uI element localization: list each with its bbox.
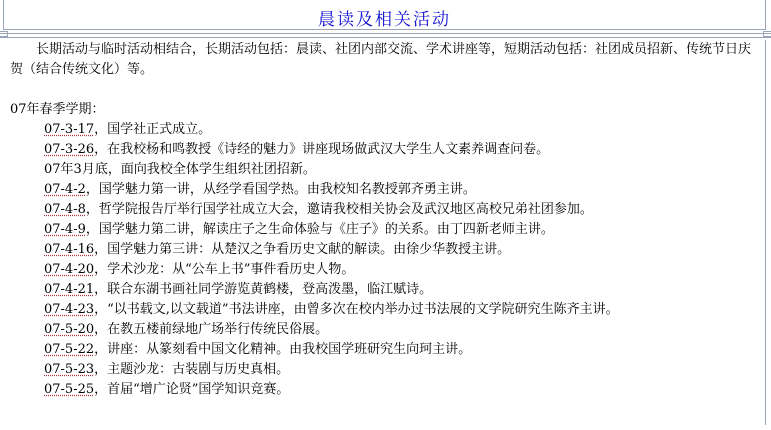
event-date: 07-5-22 (44, 342, 95, 357)
section-title-box (3, 0, 766, 30)
event-date: 07-3-17 (44, 122, 95, 137)
event-item (10, 220, 759, 240)
event-text: ，哲学院报告厅举行国学社成立大会，邀请我校相关协会及武汉地区高校兄弟社团参加。 (85, 202, 593, 217)
event-date: 07-3-26 (44, 142, 95, 157)
event-date: 07-5-25 (44, 382, 95, 397)
event-item (10, 120, 759, 140)
event-text: ，国学魅力第一讲，从经学看国学热。由我校知名教授郭齐勇主讲。 (85, 182, 476, 197)
event-item (10, 260, 759, 280)
event-date: 07-4-16 (44, 242, 95, 257)
event-item (10, 280, 759, 300)
section-title: 晨读及相关活动 (318, 10, 451, 30)
event-date: 07-5-23 (44, 362, 95, 377)
event-list (10, 120, 759, 400)
event-text: ，讲座：从篆刻看中国文化精神。由我校国学班研究生向珂主讲。 (94, 342, 472, 357)
event-item (10, 160, 759, 180)
event-date: 07-4-8 (44, 202, 86, 217)
section-divider-top (0, 33, 771, 34)
event-item (10, 360, 759, 380)
event-text: ，联合东湖书画社同学游览黄鹤楼，登高泼墨，临江赋诗。 (94, 282, 433, 297)
event-date: 07-5-20 (44, 322, 95, 337)
event-item (10, 300, 759, 320)
event-text: ，在我校杨和鸣教授《诗经的魅力》讲座现场做武汉大学生人文素养调查问卷。 (94, 142, 550, 157)
event-date: 07-4-9 (44, 222, 86, 237)
document-body (0, 40, 766, 425)
intro-paragraph: 长期活动与临时活动相结合，长期活动包括：晨读、社团内部交流、学术讲座等，短期活动包括：社团成员招新、传统节日庆贺（结合传统文化）等。 (10, 42, 752, 77)
semester-heading: 07年春季学期： (10, 102, 105, 117)
event-item (10, 240, 759, 260)
event-text: ，在教五楼前绿地广场举行传统民俗展。 (94, 322, 329, 337)
margin-corner-mark-left (0, 31, 8, 37)
event-item (10, 200, 759, 220)
margin-corner-mark-right (763, 31, 771, 37)
event-text: ，国学魅力第三讲：从楚汉之争看历史文献的解读。由徐少华教授主讲。 (94, 242, 511, 257)
event-date: 07-4-20 (44, 262, 95, 277)
event-date: 07-4-23 (44, 302, 95, 317)
event-text: ，国学社正式成立。 (94, 122, 212, 137)
section-divider-bottom (0, 37, 771, 38)
event-date: 07-4-21 (44, 282, 95, 297)
event-text: ，“以书载文,以文载道”书法讲座，由曾多次在校内举办过书法展的文学院研究生陈齐主讲。 (94, 302, 619, 317)
blank-line (10, 80, 759, 100)
event-item (10, 340, 759, 360)
event-item (10, 320, 759, 340)
event-item (10, 180, 759, 200)
event-item (10, 380, 759, 400)
event-item (10, 140, 759, 160)
event-text: 07年3月底，面向我校全体学生组织社团招新。 (44, 162, 316, 177)
event-text: ，首届“增广论贤”国学知识竞赛。 (94, 382, 290, 397)
event-date: 07-4-2 (44, 182, 86, 197)
event-text: ，学术沙龙：从“公车上书”事件看历史人物。 (94, 262, 355, 277)
event-text: ，主题沙龙：古装剧与历史真相。 (94, 362, 290, 377)
event-text: ，国学魅力第二讲，解读庄子之生命体验与《庄子》的关系。由丁四新老师主讲。 (85, 222, 554, 237)
